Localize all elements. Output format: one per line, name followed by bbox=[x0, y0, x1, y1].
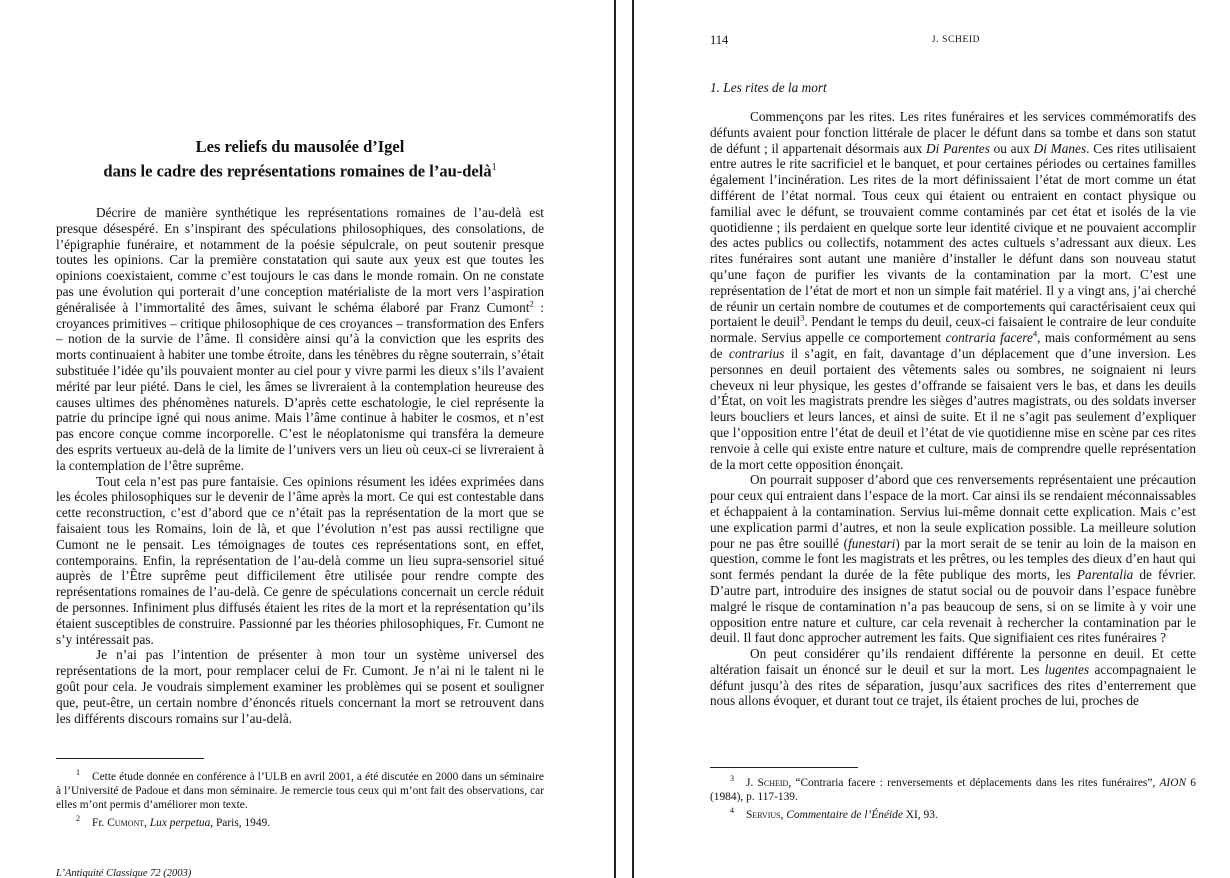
left-page bbox=[0, 0, 614, 878]
paragraph: Décrire de manière synthétique les représentations romaines de l’au-delà est presque désespéré. En s’inspirant des spéculations philosophiques, des consolations, de l’épigraphie funéraire, et notamment de la poésie sépulcrale, on peut soutenir presque toutes les opinions. Car la première constatation qui saute aux yeux est que toutes les opinions coexistaient, comme c’est toujours le cas dans le monde romain. On ne constate pas une évolution qui porterait d’une conception matérialiste de la mort vers l’aspiration généralisée à l’immortalité des âmes, suivant le schéma élaboré par Franz Cumont$^2$ : croyances primitives – critique philosophique de ces croyances – transformation des Enfers – notion de la survie de l’âme. Il considère ainsi qu’à la conviction que les esprits des morts continuaient à habiter une tombe étroite, dans les ténèbres du règne souterrain, s’était substituée l’idée qu’ils pouvaient monter au ciel pour y vivre parmi les dieux s’ils l’avaient mérité par leur piété. Dans le ciel, les âmes se livreraient à la contemplation heureuse des causes ultimes des phénomènes naturels. D’après cette eschatologie, le ciel représente la patrie du principe igné qui nous anime. Mais l’âme continue à habiter le cosmos, et n’est pas encore conçue comme incorporelle. C’est le néoplatonisme qui transféra la demeure des esprits vertueux au-delà de la limite de l’univers vers un lieu où ceux-ci se livreraient à la contemplation de l’être suprême. bbox=[56, 205, 544, 473]
footnote: $^1$ Cette étude donnée en conférence à l’ULB en avril 2001, a été discutée en 2000 dans un séminaire à l’Université de Padoue et dans mon séminaire. Je remercie tous ceux qui m’ont fait des observations, car elles m’ont permis d’améliorer mon texte. bbox=[56, 768, 544, 811]
paragraph: On peut considérer qu’ils rendaient différente la personne en deuil. Et cette altération faisait un énoncé sur le deuil et sur la mort. Les lugentes accompagnaient le défunt jusqu’à des rites de séparation, jusqu’aux sacrifices des rites d’enterrement que nous allons évoquer, et durant tout ce trajet, ils étaient proches de lui, proches de bbox=[710, 646, 1196, 709]
section-heading: 1. Les rites de la mort bbox=[710, 80, 827, 95]
footnote-ref[interactable]: 2 bbox=[529, 298, 534, 309]
footnote: $^4$ Servius, Commentaire de l’Énéide XI, 93. bbox=[730, 805, 938, 821]
journal-citation: L’Antiquité Classique 72 (2003) bbox=[56, 868, 192, 878]
article-title bbox=[56, 136, 544, 182]
paragraph: Commençons par les rites. Les rites funéraires et les services commémoratifs des défunts avaient pour fonction littérale de placer le défunt dans sa tombe et dans son statut de défunt ; il appartenait désormais aux Di Parentes ou aux Di Manes. Ces rites utilisaient entre autres le rite sacrificiel et le banquet, et pour certaines périodes ou certaines familles également l’incinération. Les rites de la mort définissaient l’état de mort comme un état différent de l’état normal. Tous ceux qui étaient ou entraient en contact physique ou familial avec le défunt, se trouvaient comme contaminés par cet état et isolés de la vie quotidienne ; ils perdaient en quelque sorte leur identité civique et ne pouvaient accomplir des actes publics ou collectifs, notamment des actes cultuels s’adressant aux dieux. Les rites funéraires sont autant une manière d’installer le défunt dans son nouveau statut qu’une façon de purifier les vivants de la contamination par la mort. C’est une représentation de l’état de mort et non un simple fait matériel. Il y a vingt ans, j’ai cherché de réunir un certain nombre de coutumes et de comportements qui caractérisaient ceux qui portaient le deuil$^3$. Pendant le temps du deuil, ceux-ci faisaient le contraire de leur conduite normale. Servius appelle ce comportement contraria facere$^4$, mais conformément au sens de contrarius il s’agit, en fait, davantage d’un déplacement que d’une inversion. Les personnes en deuil portaient des vêtements sales ou sombres, ne soignaient ni leurs cheveux ni leur physique, les gestes d’offrande se faisaient vers le bas, et dans les deuils d’État, on voit les magistrats prendre les sièges d’autres magistrats, ou des soldats inverser leurs boucliers et leurs lances, et ainsi de suite. Et il ne s’agit pas seulement d’expliquer que l’opposition entre l’état de deuil et l’état de vie quotidienne mise en scène par ces rites renvoie à celle qui existe entre nature et culture, mais de comprendre quelle représentation de la mort cette opposition énonçait. bbox=[710, 109, 1197, 472]
running-head-author: J. SCHEID bbox=[931, 35, 981, 45]
footnote: $^2$ Fr. Cumont, Lux perpetua, Paris, 1949. bbox=[76, 813, 271, 829]
footnote-divider bbox=[56, 758, 204, 759]
paragraph: On pourrait supposer d’abord que ces renversements représentaient une précaution pour ceux qui entraient dans l’espace de la mort. Car ainsi ils se rendaient méconnaissables et échappaient à la contamination. Servius lui-même donnait cette explication. Mais c’est une explication parmi d’autres, et non la seule explication possible. La meilleure solution pour ne pas être souillé (funestari) par la mort serait de se tenir au loin de la maison en question, comme le font les magistrats et les prêtres, ou les temples des dieux d’en haut qui sont fermés pendant la durée de la fête publique des morts, les Parentalia de février. D’autre part, introduire des insignes de statut social ou de pouvoir dans l’espace funèbre malgré le risque de contamination n’a pas beaucoup de sens, si on se limite à y voir une opposition entre nature et culture, car cela revenait à rechercher la contamination par le deuil. Il faut donc approcher autrement les faits. Que signifiaient ces rites funéraires ? bbox=[710, 472, 1196, 646]
right-body-text bbox=[710, 109, 1196, 709]
footnote-divider bbox=[710, 767, 858, 768]
title-line-1: Les reliefs du mausolée d’Igel bbox=[195, 137, 405, 156]
footnote-ref[interactable]: 3 bbox=[800, 312, 805, 323]
left-body-text bbox=[56, 205, 544, 726]
footnote: $^3$ J. Scheid, “Contraria facere : renversements et déplacements dans les rites funéraires”, AION 6 (1984), p. 117-139. bbox=[710, 774, 1196, 803]
title-line-2: dans le cadre des représentations romaines de l’au-delà$^1$ bbox=[103, 161, 497, 181]
right-footnotes bbox=[710, 772, 1196, 822]
gutter-line bbox=[614, 0, 616, 878]
title-footnote-ref[interactable]: 1 bbox=[491, 162, 497, 173]
paragraph: Je n’ai pas l’intention de présenter à mon tour un système universel des représentations de la mort, pour remplacer celui de Fr. Cumont. Je n’ai ni le talent ni le goût pour cela. Je voudrais simplement examiner les problèmes qui se posent et souligner que, peut-être, un certain nombre d’énoncés rituels concernant la mort se retrouvent dans les différents discours romains sur l’au-delà. bbox=[56, 647, 544, 726]
left-footnotes bbox=[56, 766, 544, 830]
page-number: 114 bbox=[710, 33, 729, 47]
footnote-ref[interactable]: 4 bbox=[1032, 328, 1038, 339]
paragraph: Tout cela n’est pas pure fantaisie. Ces opinions résument les idées exprimées dans les écoles philosophiques sur le devenir de l’âme après la mort. Ce qui est contestable dans cette reconstruction, c’est d’abord que ce n’était pas la représentation de la mort que se faisaient tous les Romains, loin de là, et que l’évolution n’est pas aussi rectiligne que Cumont ne le pensait. Les témoignages de toutes ces représentations sont, en effet, contemporains. Enfin, la représentation de l’au-delà comme un lieu supra-sensoriel situé auprès de l’Être suprême peut difficilement être utilisée pour rendre compte des représentations romaines de l’au-delà. Ce genre de spéculations concernait un cercle réduit de personnes. Infiniment plus diffusés étaient les rites de la mort et la représentation qu’ils étaient susceptibles de construire. Passionné par les théories philosophiques, Fr. Cumont ne s’y intéressait pas. bbox=[56, 473, 544, 647]
